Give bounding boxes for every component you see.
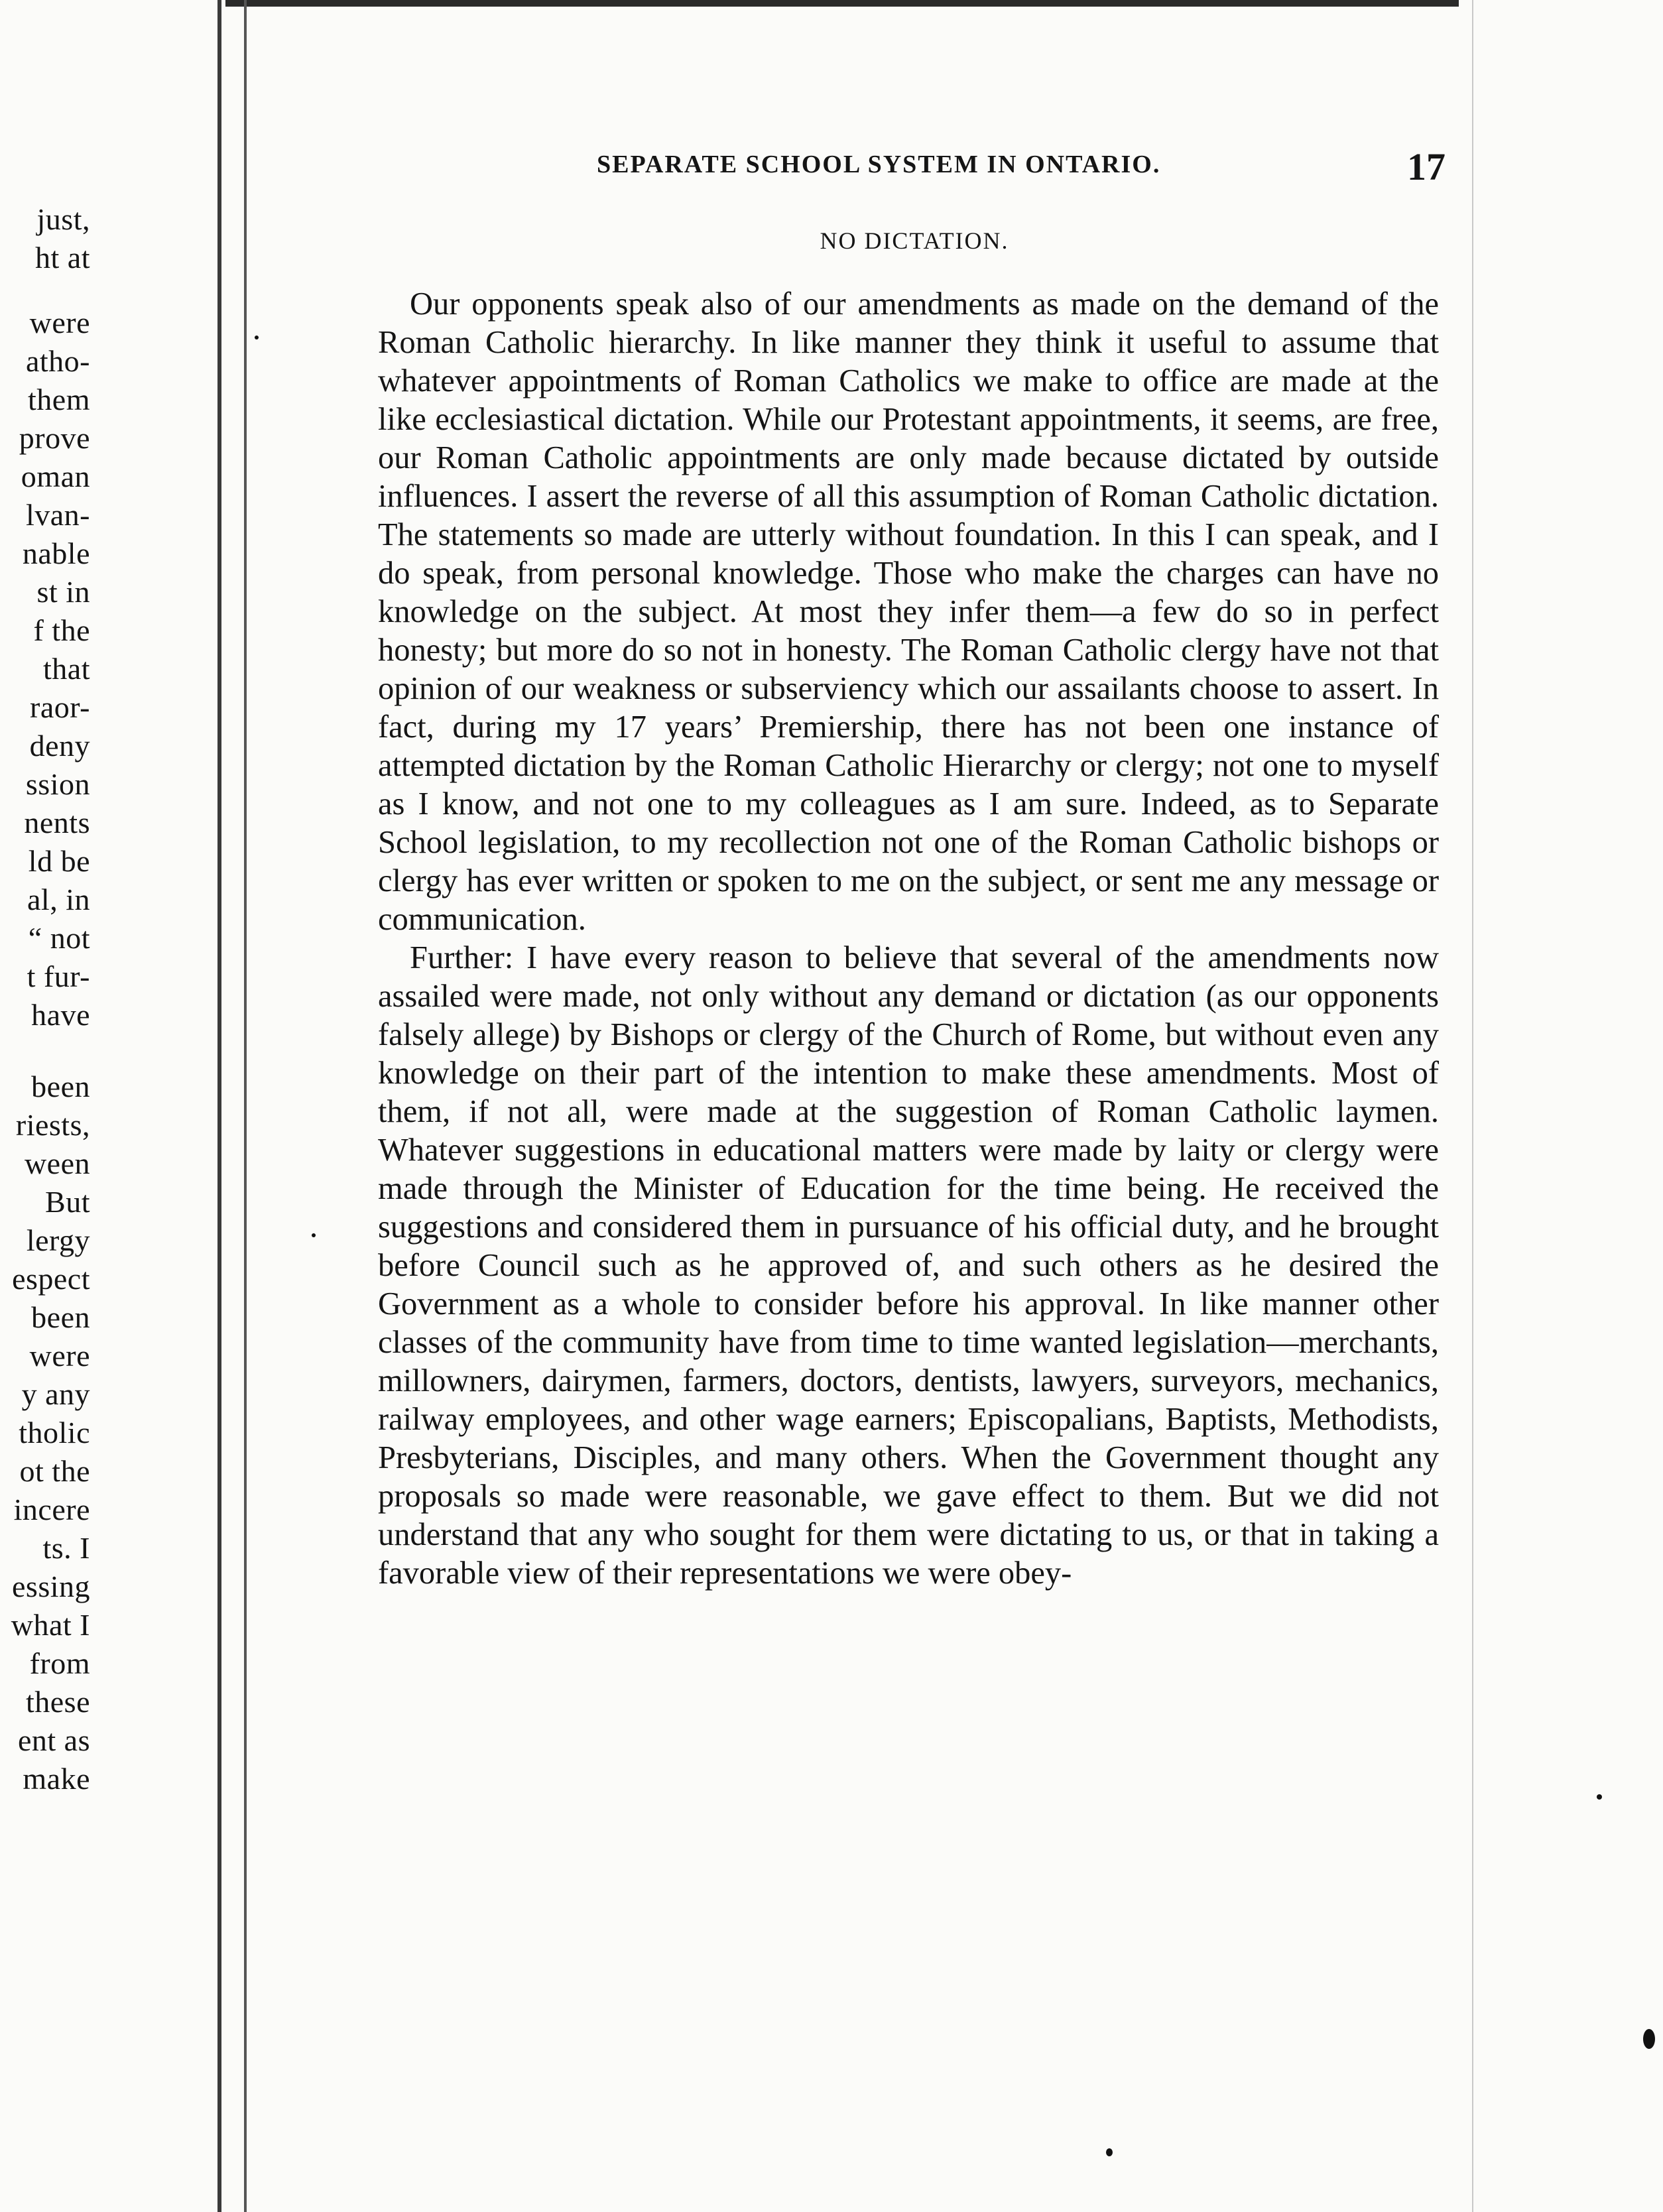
ink-speck: [312, 1233, 316, 1237]
ink-speck: [1643, 2029, 1655, 2049]
fragment-line: were: [29, 1339, 90, 1373]
fragment-line: essing: [12, 1569, 90, 1603]
page-top-edge: [225, 0, 1459, 7]
fragment-line: ent as: [17, 1723, 90, 1757]
left-page-fragment: [0, 204, 90, 1862]
fragment-line: f the: [33, 613, 90, 647]
fragment-line: st in: [36, 575, 90, 609]
fragment-line: have: [31, 998, 90, 1032]
fragment-line: But: [45, 1185, 90, 1219]
page-right-edge: [1472, 0, 1473, 2212]
fragment-line: been: [31, 1300, 90, 1334]
fragment-line: ht at: [35, 241, 90, 275]
ink-speck: [1597, 1794, 1602, 1800]
fragment-line: from: [29, 1646, 90, 1680]
section-title: NO DICTATION.: [820, 227, 1009, 254]
page-number: 17: [1407, 145, 1446, 188]
fragment-line: them: [28, 383, 90, 416]
fragment-line: t fur-: [27, 959, 90, 993]
running-title: SEPARATE SCHOOL SYSTEM IN ONTARIO.: [597, 151, 1161, 178]
fragment-line: y any: [21, 1377, 90, 1411]
fragment-line: ts. I: [42, 1531, 90, 1565]
fragment-line: incere: [13, 1493, 90, 1526]
fragment-line: tholic: [19, 1416, 90, 1449]
gutter-line-inner: [244, 0, 247, 2212]
fragment-line: been: [31, 1070, 90, 1103]
fragment-line: ssion: [25, 767, 90, 801]
fragment-line: ld be: [28, 844, 90, 878]
ink-speck: [255, 336, 259, 339]
fragment-line: nable: [22, 536, 90, 570]
fragment-line: just,: [36, 204, 90, 236]
fragment-line: raor-: [30, 690, 90, 724]
fragment-line: oman: [21, 460, 90, 493]
fragment-line: espect: [12, 1262, 90, 1296]
fragment-line: these: [25, 1685, 90, 1719]
fragment-line: al, in: [27, 883, 90, 916]
fragment-line: lergy: [26, 1223, 90, 1257]
fragment-line: “ not: [28, 921, 90, 955]
fragment-line: that: [43, 652, 90, 686]
fragment-line: what I: [11, 1608, 90, 1642]
fragment-line: lvan-: [25, 498, 90, 532]
fragment-line: riests,: [15, 1108, 90, 1142]
fragment-line: make: [23, 1762, 90, 1796]
fragment-line: were: [29, 306, 90, 339]
fragment-line: atho-: [25, 344, 90, 378]
paragraph: Further: I have every reason to believe that several of the amendments now assailed were made, not only without any demand or dictation (as our opponents falsely allege) by Bishops or clergy of the Church of Rome, but without even any knowledge on their part of the intention to make these amendments. Most of them, if not all, were made at the suggestion of Roman Catholic laymen. Whatever suggestions in educational matters were made by laity or clergy were made through the Minister of Education for the time being. He received the suggestions and considered them in pursuance of his official duty, and he brought before Council such as he approved of, and such others as he desired the Government as a whole to consider before his approval. In like manner other classes of the community have from time to time wanted legislation—merchants, millowners, dairymen, farmers, doctors, dentists, lawyers, surveyors, mechanics, railway employees, and other wage earners; Episcopalians, Baptists, Methodists, Presbyterians, Disciples, and many others. When the Government thought any proposals so made were reasonable, we gave effect to them. But we did not understand that any who sought for them were dictating to us, or that in taking a favorable view of their representations we were obey-: [378, 940, 1439, 1591]
fragment-line: ot the: [19, 1454, 90, 1488]
fragment-line: deny: [29, 729, 90, 763]
fragment-line: nents: [24, 806, 90, 839]
gutter-line: [217, 0, 221, 2212]
paragraph: Our opponents speak also of our amendments as made on the demand of the Roman Catholic hierarchy. In like manner they think it useful to assume that whatever appointments of Roman Catholics we make to office are made at the like ecclesiastical dictation. While our Protestant appointments, it seems, are free, our Roman Catholic appointments are only made because dictated by outside influences. I assert the reverse of all this assumption of Roman Catholic dictation. The statements so made are utterly without foundation. In this I can speak, and I do speak, from personal knowledge. Those who make the charges can have no knowledge on the subject. At most they infer them—a few do so in perfect honesty; but more do so not in honesty. The Roman Catholic clergy have not that opinion of our weakness or subserviency which our assailants choose to assert. In fact, during my 17 years’ Premiership, there has not been one instance of attempted dictation by the Roman Catholic Hierarchy or clergy; not one to myself as I know, and not one to my colleagues as I am sure. Indeed, as to Separate School legislation, to my recollection not one of the Roman Catholic bishops or clergy has ever written or spoken to me on the subject, or sent me any message or communication.: [378, 286, 1439, 937]
body-text: [378, 285, 1439, 1593]
running-head: [371, 145, 1446, 191]
ink-speck: [1106, 2148, 1113, 2156]
fragment-line: prove: [19, 421, 90, 455]
fragment-line: ween: [24, 1146, 90, 1180]
